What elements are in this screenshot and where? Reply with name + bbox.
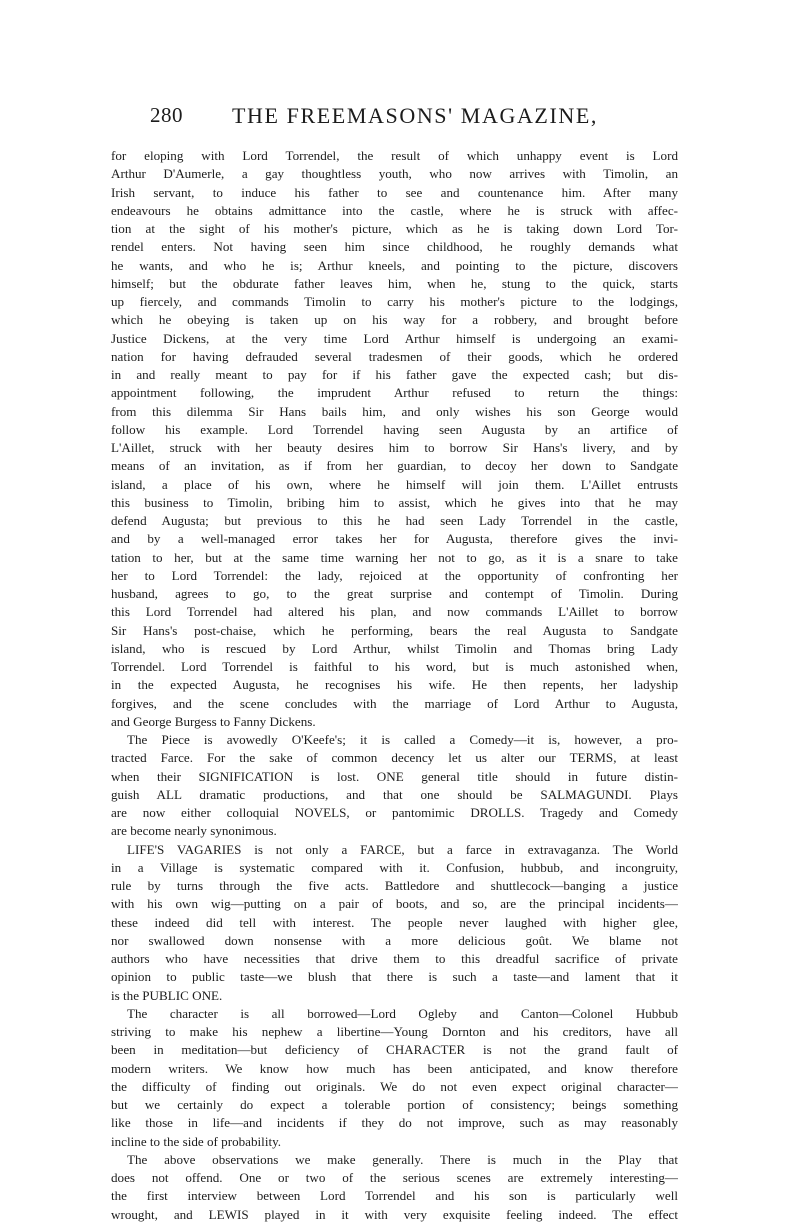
text-line: like those in life—and incidents if they do not improve, such as may reasonably — [111, 1115, 678, 1131]
text-line: tracted Farce. For the sake of common decency let us alter our TERMS, at least — [111, 750, 678, 766]
text-line: tion at the sight of his mother's picture, which as he is taking down Lord Tor- — [111, 221, 678, 236]
text-line: this Lord Torrendel had altered his plan, and now commands L'Aillet to borrow — [111, 604, 678, 620]
text-line: island, who is rescued by Lord Arthur, whilst Timolin and Thomas bring Lady — [111, 640, 678, 656]
text-line: nor swallowed down nonsense with a more delicious goût. We blame not — [111, 932, 678, 948]
text-line: in and really meant to pay for if his father gave the expected cash; but dis- — [111, 367, 678, 382]
text-line: is the PUBLIC ONE. — [111, 987, 223, 1003]
text-line: wrought, and LEWIS played in it with very exquisite feeling indeed. The effect — [111, 1206, 678, 1222]
text-line: modern writers. We know how much has been anticipated, and know therefore — [111, 1060, 678, 1076]
text-line: been in meditation—but deficiency of CHARACTER is not the grand fault of — [111, 1042, 678, 1058]
paragraph — [111, 731, 678, 841]
text-line: himself; but the obdurate father leaves him, when he, stung to the quick, starts — [111, 275, 678, 291]
text-line: when their SIGNIFICATION is lost. ONE general title should in future distin- — [111, 768, 678, 784]
text-line: rule by turns through the five acts. Battledore and shuttlecock—banging a justice — [111, 878, 678, 893]
text-line: tation to her, but at the same time warning her not to go, as it is a snare to take — [111, 549, 678, 565]
text-line: L'Aillet, struck with her beauty desires him to borrow Sir Hans's livery, and by — [111, 440, 678, 455]
text-line: he wants, and who he is; Arthur kneels, and pointing to the picture, discovers — [111, 257, 678, 273]
text-line: Justice Dickens, at the very time Lord Arthur himself is undergoing an exami- — [111, 330, 678, 346]
text-line: this business to Timolin, bribing him to assist, which he gives into that he may — [111, 494, 678, 510]
text-line: means of an invitation, as if from her guardian, to decoy her down to Sandgate — [111, 458, 678, 474]
journal-title: THE FREEMASONS' MAGAZINE, — [232, 103, 599, 128]
running-head — [150, 103, 690, 133]
paragraph — [111, 841, 678, 1005]
text-line: which he obeying is taken up on his way for a robbery, and brought before — [111, 312, 678, 328]
text-line: but we certainly do expect a tolerable portion of consistency; beings something — [111, 1097, 678, 1112]
text-line: The above observations we make generally. There is much in the Play that — [127, 1151, 678, 1167]
page-number: 280 — [150, 103, 183, 127]
text-line: husband, agrees to go, to the great surprise and contempt of Timolin. During — [111, 586, 678, 601]
text-line: are now either colloquial NOVELS, or pantomimic DROLLS. Tragedy and Comedy — [111, 805, 678, 820]
text-line: defend Augusta; but previous to this he had seen Lady Torrendel in the castle, — [111, 513, 678, 528]
text-line: LIFE'S VAGARIES is not only a FARCE, but a farce in extravaganza. The World — [127, 841, 678, 857]
text-line: guish ALL dramatic productions, and that one should be SALMAGUNDI. Plays — [111, 786, 678, 802]
text-line: incline to the side of probability. — [111, 1133, 282, 1149]
text-line: and George Burgess to Fanny Dickens. — [111, 713, 316, 729]
text-line: appointment following, the imprudent Arthur refused to return the things: — [111, 385, 678, 401]
paragraph — [111, 1151, 678, 1224]
text-line: the difficulty of finding out originals. We do not even expect original character— — [111, 1078, 678, 1094]
text-line: from this dilemma Sir Hans bails him, and only wishes his son George would — [111, 403, 678, 419]
text-line: forgives, and the scene concludes with the marriage of Lord Arthur to Augusta, — [111, 695, 678, 711]
text-line: in a Village is systematic compared with it. Confusion, hubbub, and incongruity, — [111, 859, 678, 875]
text-line: follow his example. Lord Torrendel having seen Augusta by an artifice of — [111, 421, 678, 437]
text-line: her to Lord Torrendel: the lady, rejoiced at the opportunity of confronting her — [111, 567, 678, 583]
text-line: does not offend. One or two of the serious scenes are extremely interesting— — [111, 1170, 678, 1185]
text-line: Sir Hans's post-chaise, which he performing, bears the real Augusta to Sandgate — [111, 622, 678, 638]
text-line: and by a well-managed error takes her for Augusta, therefore gives the invi- — [111, 531, 678, 547]
text-line: nation for having defrauded several tradesmen of their goods, which he ordered — [111, 348, 678, 364]
paragraph — [111, 147, 678, 731]
text-line: rendel enters. Not having seen him since childhood, he roughly demands what — [111, 239, 678, 255]
text-line: in the expected Augusta, he recognises his wife. He then repents, her ladyship — [111, 677, 678, 693]
text-line: The Piece is avowedly O'Keefe's; it is called a Comedy—it is, however, a pro- — [127, 732, 678, 747]
text-line: endeavours he obtains admittance into the castle, where he is struck with affec- — [111, 202, 678, 218]
text-line: are become nearly synonimous. — [111, 823, 277, 839]
text-line: these indeed did tell with interest. The people never laughed with higher glee, — [111, 914, 678, 930]
text-line: Irish servant, to induce his father to see and countenance him. After many — [111, 184, 678, 200]
text-line: for eloping with Lord Torrendel, the result of which unhappy event is Lord — [111, 148, 678, 163]
text-line: the first interview between Lord Torrendel and his son is particularly well — [111, 1188, 678, 1204]
text-line: striving to make his nephew a libertine—Young Dornton and his creditors, have all — [111, 1024, 678, 1039]
text-line: opinion to public taste—we blush that there is such a taste—and lament that it — [111, 969, 678, 985]
text-line: authors who have necessities that drive them to this dreadful sacrifice of private — [111, 951, 678, 966]
text-line: Torrendel. Lord Torrendel is faithful to his word, but is much astonished when, — [111, 659, 678, 674]
text-line: with his own wig—putting on a pair of boots, and so, are the principal incidents— — [111, 896, 678, 912]
text-line: island, a place of his own, where he himself will join them. L'Aillet entrusts — [111, 476, 678, 492]
paragraph — [111, 1005, 678, 1151]
text-line: The character is all borrowed—Lord Ogleby and Canton—Colonel Hubbub — [127, 1005, 678, 1021]
text-line: Arthur D'Aumerle, a gay thoughtless youth, who now arrives with Timolin, an — [111, 166, 678, 182]
text-line: up fiercely, and commands Timolin to carry his mother's picture to the lodgings, — [111, 294, 678, 309]
article-body — [111, 147, 678, 1224]
